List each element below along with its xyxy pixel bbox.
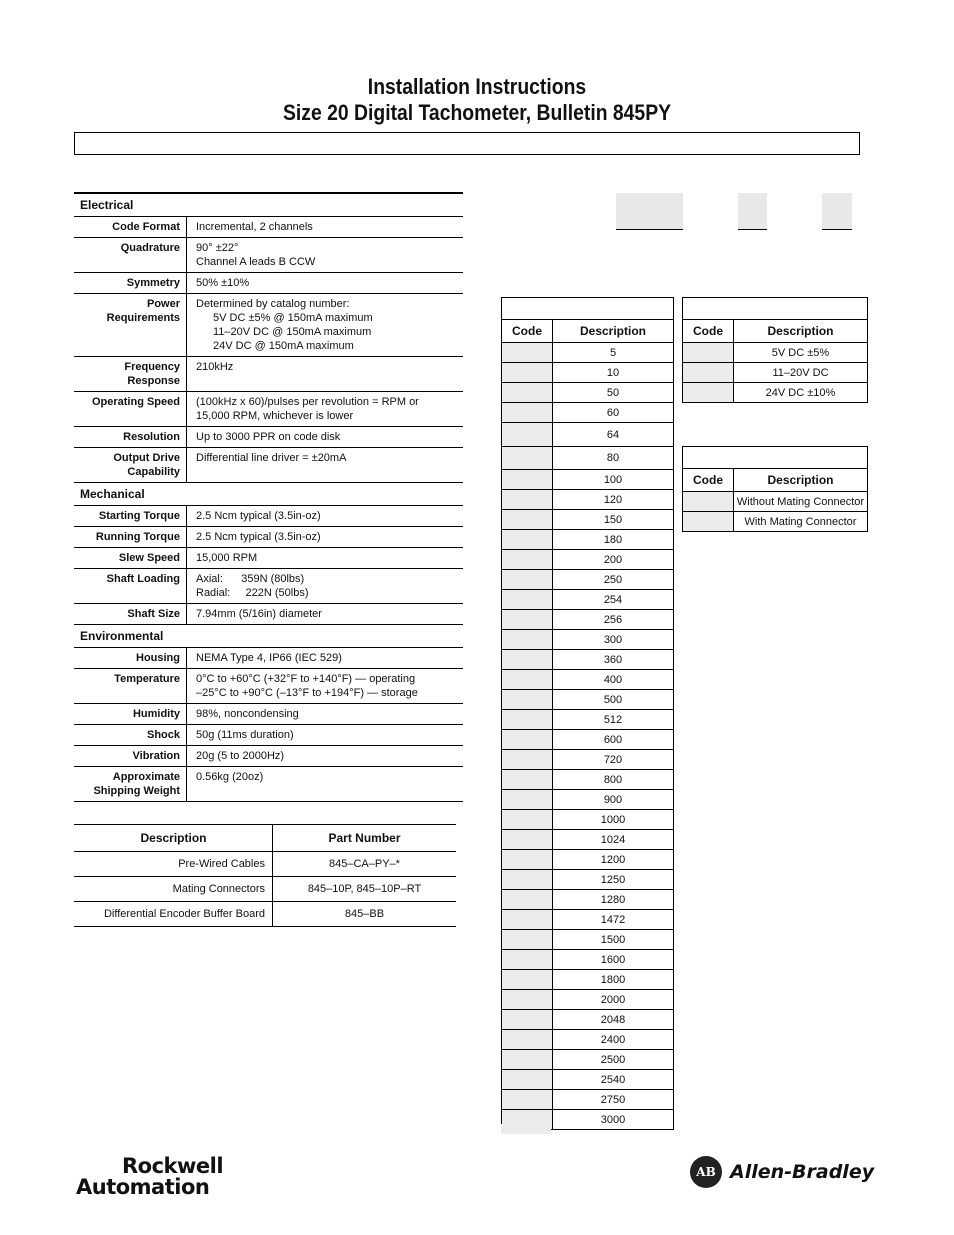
spec-label: [74, 746, 187, 766]
spec-label: [74, 767, 187, 801]
pulses-value: 2048: [600, 1013, 626, 1026]
spec-row: [74, 392, 463, 427]
pulses-value: 120: [603, 493, 623, 506]
pulses-code-cell: [502, 630, 553, 649]
pulses-value: 60: [606, 406, 620, 419]
spec-label-line: Slew Speed: [118, 552, 180, 564]
pulses-value: 256: [603, 613, 623, 626]
connector-table-header: [683, 469, 867, 492]
pulses-code-cell: [502, 1030, 553, 1049]
pulses-value: 1472: [600, 913, 626, 926]
pulses-row: [502, 690, 673, 710]
spec-label-line: Humidity: [132, 708, 180, 720]
pulses-row: [502, 710, 673, 730]
spec-value-line: 210kHz: [196, 361, 234, 373]
spec-row: [74, 548, 463, 569]
pulses-code-cell: [502, 910, 553, 929]
pulses-code-cell: [502, 343, 553, 362]
pulses-row: [502, 1030, 673, 1050]
pulses-value: 360: [603, 653, 623, 666]
voltage-row: [683, 343, 867, 363]
spec-label-line: Approximate: [112, 771, 180, 783]
pulses-row: [502, 930, 673, 950]
pulses-code-cell: [502, 850, 553, 869]
connector-description: With Mating Connector: [744, 515, 857, 528]
spec-label: [74, 294, 187, 356]
pulses-value: 2750: [600, 1093, 626, 1106]
spec-value-line: 15,000 RPM: [196, 552, 258, 564]
pulses-row: [502, 850, 673, 870]
spec-value: [187, 569, 463, 603]
spec-label: [74, 527, 187, 547]
voltage-row: [683, 363, 867, 383]
voltage-table: [682, 297, 868, 403]
spec-label-line: Output Drive: [113, 452, 180, 464]
accessory-part-number: 845–BB: [273, 902, 457, 927]
pulses-value: 400: [603, 673, 623, 686]
pulses-code-cell: [502, 710, 553, 729]
pulses-code-cell: [502, 550, 553, 569]
pulses-code-cell: [502, 570, 553, 589]
spec-value: [187, 238, 463, 272]
rockwell-automation-logo: [76, 1156, 223, 1198]
pulses-code-cell: [502, 930, 553, 949]
spec-label-line: Temperature: [114, 673, 180, 685]
document-title: [57, 74, 897, 126]
spec-value-line: (100kHz x 60)/pulses per revolution = RPM or: [196, 396, 419, 408]
connector-row: [683, 512, 867, 531]
spec-value: [187, 527, 463, 547]
accessory-description: Differential Encoder Buffer Board: [74, 902, 273, 927]
pulses-value: 600: [603, 733, 623, 746]
rockwell-logo-line-1: Rockwell: [122, 1154, 224, 1178]
pulses-value: 250: [603, 573, 623, 586]
pulses-value: 2540: [600, 1073, 626, 1086]
spec-row: [74, 569, 463, 604]
pulses-value: 1200: [600, 853, 626, 866]
pulses-code-cell: [502, 890, 553, 909]
accessories-header-description: Description: [74, 825, 273, 852]
pulses-code-cell: [502, 403, 553, 422]
voltage-header-description: Description: [767, 324, 834, 338]
catalog-number-swatch-2: [738, 193, 767, 230]
spec-row: [74, 217, 463, 238]
pulses-row: [502, 870, 673, 890]
pulses-value: 2500: [600, 1053, 626, 1066]
accessories-row: [74, 852, 456, 877]
spec-label-line: Code Format: [112, 221, 180, 233]
spec-row: [74, 527, 463, 548]
pulses-row: [502, 950, 673, 970]
pulses-code-cell: [502, 770, 553, 789]
pulses-row: [502, 730, 673, 750]
pulses-value: 254: [603, 593, 623, 606]
pulses-value: 1800: [600, 973, 626, 986]
spec-label: [74, 548, 187, 568]
pulses-row: [502, 910, 673, 930]
spec-label: [74, 648, 187, 668]
voltage-header-code: Code: [683, 320, 734, 342]
pulses-row: [502, 990, 673, 1010]
pulses-value: 300: [603, 633, 623, 646]
spec-row: [74, 767, 463, 802]
pulses-row: [502, 770, 673, 790]
spec-row: [74, 238, 463, 273]
spec-value-line: Determined by catalog number:: [196, 298, 350, 310]
pulses-value: 1600: [600, 953, 626, 966]
pulses-row: [502, 1050, 673, 1070]
connector-description: Without Mating Connector: [736, 495, 865, 508]
spec-value: [187, 392, 463, 426]
pulses-code-cell: [502, 590, 553, 609]
pulses-value: 180: [603, 533, 623, 546]
pulses-value: 64: [606, 428, 620, 441]
spec-label: [74, 273, 187, 293]
connector-table: [682, 446, 868, 532]
pulses-value: 50: [606, 386, 620, 399]
pulses-code-cell: [502, 363, 553, 382]
pulses-table-header: [502, 320, 673, 343]
catalog-number-swatch-3: [822, 193, 852, 230]
spec-label: [74, 238, 187, 272]
spec-value-line: Radial: 222N (50lbs): [196, 587, 309, 599]
pulses-header-description: Description: [579, 324, 646, 338]
spec-value: [187, 767, 463, 801]
spec-label-line: Resolution: [123, 431, 180, 443]
pulses-row: [502, 790, 673, 810]
pulses-code-cell: [502, 950, 553, 969]
spec-value-line: Up to 3000 PPR on code disk: [196, 431, 341, 443]
connector-code-cell: [683, 492, 734, 511]
pulses-row: [502, 610, 673, 630]
pulses-code-cell: [502, 830, 553, 849]
pulses-code-cell: [502, 690, 553, 709]
pulses-row: [502, 383, 673, 403]
spec-label: [74, 217, 187, 237]
pulses-code-cell: [502, 970, 553, 989]
spec-label: [74, 569, 187, 603]
spec-value-line: 98%, noncondensing: [196, 708, 299, 720]
spec-value-line: NEMA Type 4, IP66 (IEC 529): [196, 652, 342, 664]
pulses-code-cell: [502, 790, 553, 809]
title-bar-box: [74, 132, 860, 155]
spec-value-line: 2.5 Ncm typical (3.5in-oz): [196, 510, 321, 522]
spec-value: [187, 294, 463, 356]
pulses-row: [502, 423, 673, 447]
spec-value-line: 11–20V DC @ 150mA maximum: [213, 326, 372, 338]
spec-section-heading: Environmental: [74, 625, 463, 648]
pulses-code-cell: [502, 750, 553, 769]
pulses-row: [502, 530, 673, 550]
accessory-part-number: 845–CA–PY–*: [273, 852, 457, 877]
pulses-code-cell: [502, 1090, 553, 1109]
pulses-code-cell: [502, 670, 553, 689]
voltage-description: 5V DC ±5%: [771, 346, 830, 359]
spec-row: [74, 357, 463, 392]
voltage-description: 11–20V DC: [772, 366, 829, 379]
rockwell-logo-line-2: Automation: [76, 1175, 210, 1199]
pulses-row: [502, 403, 673, 423]
pulses-code-cell: [502, 423, 553, 446]
spec-row: [74, 506, 463, 527]
pulses-value: 10: [606, 366, 620, 379]
pulses-code-cell: [502, 383, 553, 402]
pulses-row: [502, 1010, 673, 1030]
pulses-value: 512: [603, 713, 623, 726]
spec-label-line: Housing: [136, 652, 180, 664]
voltage-description: 24V DC ±10%: [765, 386, 836, 399]
pulses-code-cell: [502, 530, 553, 549]
spec-value: [187, 725, 463, 745]
spec-label-line: Starting Torque: [98, 510, 180, 522]
pulses-code-cell: [502, 610, 553, 629]
spec-value-line: –25°C to +90°C (–13°F to +194°F) — storage: [196, 687, 418, 699]
pulses-row: [502, 570, 673, 590]
pulses-code-cell: [502, 1070, 553, 1089]
pulses-row: [502, 650, 673, 670]
pulses-row: [502, 670, 673, 690]
pulses-row: [502, 970, 673, 990]
spec-value-line: 7.94mm (5/16in) diameter: [196, 608, 322, 620]
spec-label: [74, 704, 187, 724]
spec-row: [74, 669, 463, 704]
voltage-code-cell: [683, 383, 734, 402]
spec-value: [187, 273, 463, 293]
pulses-value: 150: [603, 513, 623, 526]
spec-label-line: Frequency: [124, 361, 180, 373]
accessory-description: Pre-Wired Cables: [74, 852, 273, 877]
pulses-code-cell: [502, 490, 553, 509]
connector-row: [683, 492, 867, 512]
spec-label: [74, 427, 187, 447]
spec-value-line: 50g (11ms duration): [196, 729, 294, 741]
title-line-2: Size 20 Digital Tachometer, Bulletin 845PY: [282, 100, 672, 125]
spec-value-line: 24V DC @ 150mA maximum: [213, 340, 354, 352]
spec-row: [74, 273, 463, 294]
pulses-value: 100: [603, 473, 623, 486]
connector-table-title-bar: [683, 447, 867, 469]
pulses-value: 900: [603, 793, 623, 806]
spec-label-line: Running Torque: [95, 531, 180, 543]
pulses-row: [502, 363, 673, 383]
catalog-number-swatch-1: [616, 193, 683, 230]
pulses-value: 1250: [600, 873, 626, 886]
spec-value-line: Axial: 359N (80lbs): [196, 573, 305, 585]
spec-label: [74, 725, 187, 745]
pulses-value: 1500: [600, 933, 626, 946]
pulses-row: [502, 510, 673, 530]
spec-value-line: 15,000 RPM, whichever is lower: [196, 410, 354, 422]
spec-label-line: Symmetry: [126, 277, 180, 289]
spec-value: [187, 704, 463, 724]
spec-label-line: Power: [146, 298, 180, 310]
spec-value: [187, 506, 463, 526]
spec-label-line: Shaft Loading: [106, 573, 180, 585]
spec-row: [74, 604, 463, 625]
pulses-code-cell: [502, 447, 553, 469]
pulses-row: [502, 810, 673, 830]
spec-value: [187, 448, 463, 482]
pulses-header-code: Code: [502, 320, 553, 342]
spec-label-line: Quadrature: [120, 242, 180, 254]
spec-value: [187, 746, 463, 766]
connector-header-description: Description: [767, 473, 834, 487]
pulses-row: [502, 1070, 673, 1090]
pulses-value: 200: [603, 553, 623, 566]
accessories-table: [74, 824, 456, 927]
spec-row: [74, 294, 463, 357]
spec-value: [187, 357, 463, 391]
spec-value: [187, 427, 463, 447]
pulses-value: 5: [609, 346, 617, 359]
pulses-code-cell: [502, 870, 553, 889]
spec-row: [74, 704, 463, 725]
pulses-value: 1024: [600, 833, 626, 846]
pulses-code-cell: [502, 510, 553, 529]
spec-label: [74, 392, 187, 426]
spec-section-heading: Mechanical: [74, 483, 463, 506]
spec-label: [74, 357, 187, 391]
pulses-row: [502, 1090, 673, 1110]
specifications-table: [74, 192, 463, 802]
pulses-code-cell: [502, 470, 553, 489]
spec-label-line: Response: [127, 375, 180, 387]
pulses-row: [502, 890, 673, 910]
pulses-value: 1280: [600, 893, 626, 906]
spec-label-line: Vibration: [132, 750, 180, 762]
spec-label-line: Capability: [127, 466, 180, 478]
pulses-value: 2000: [600, 993, 626, 1006]
spec-row: [74, 725, 463, 746]
pulses-table-stub: [501, 1124, 551, 1134]
spec-label: [74, 604, 187, 624]
accessories-row: [74, 877, 456, 902]
spec-label-line: Operating Speed: [91, 396, 180, 408]
pulses-value: 720: [603, 753, 623, 766]
allen-bradley-logo: [690, 1156, 874, 1188]
pulses-value: 500: [603, 693, 623, 706]
spec-label: [74, 669, 187, 703]
pulses-row: [502, 470, 673, 490]
pulses-code-cell: [502, 810, 553, 829]
spec-value: [187, 648, 463, 668]
pulses-row: [502, 490, 673, 510]
spec-row: [74, 427, 463, 448]
pulses-code-cell: [502, 1010, 553, 1029]
spec-section-heading: Electrical: [74, 194, 463, 217]
accessory-part-number: 845–10P, 845–10P–RT: [273, 877, 457, 902]
voltage-code-cell: [683, 363, 734, 382]
accessories-row: [74, 902, 456, 927]
allen-bradley-wordmark: Allen-Bradley: [730, 1161, 875, 1183]
spec-value-line: Differential line driver = ±20mA: [196, 452, 347, 464]
pulses-value: 80: [606, 452, 620, 464]
pulses-value: 2400: [600, 1033, 626, 1046]
pulses-row: [502, 750, 673, 770]
spec-value-line: 2.5 Ncm typical (3.5in-oz): [196, 531, 321, 543]
spec-value-line: 5V DC ±5% @ 150mA maximum: [213, 312, 373, 324]
spec-value-line: 50% ±10%: [196, 277, 250, 289]
ab-circle-icon: AB: [690, 1156, 722, 1188]
spec-row: [74, 746, 463, 767]
spec-label: [74, 448, 187, 482]
spec-value: [187, 604, 463, 624]
pulses-code-cell: [502, 650, 553, 669]
spec-label-line: Requirements: [106, 312, 180, 324]
pulses-per-revolution-table: [501, 297, 674, 1130]
pulses-code-cell: [502, 990, 553, 1009]
spec-value: [187, 669, 463, 703]
accessories-header-part-number: Part Number: [273, 825, 457, 852]
pulses-row: [502, 830, 673, 850]
connector-code-cell: [683, 512, 734, 531]
voltage-code-cell: [683, 343, 734, 362]
spec-value-line: 0°C to +60°C (+32°F to +140°F) — operating: [196, 673, 416, 685]
spec-label-line: Shipping Weight: [93, 785, 180, 797]
pulses-row: [502, 590, 673, 610]
spec-row: [74, 448, 463, 483]
title-line-1: Installation Instructions: [367, 74, 587, 99]
spec-label: [74, 506, 187, 526]
voltage-table-title-bar: [683, 298, 867, 320]
pulses-row: [502, 630, 673, 650]
connector-header-code: Code: [683, 469, 734, 491]
spec-value: [187, 217, 463, 237]
pulses-code-cell: [502, 730, 553, 749]
spec-value-line: 90° ±22°: [196, 242, 239, 254]
pulses-row: [502, 550, 673, 570]
spec-value: [187, 548, 463, 568]
spec-row: [74, 648, 463, 669]
accessory-description: Mating Connectors: [74, 877, 273, 902]
pulses-code-cell: [502, 1050, 553, 1069]
spec-value-line: Incremental, 2 channels: [196, 221, 313, 233]
spec-label-line: Shaft Size: [127, 608, 180, 620]
voltage-row: [683, 383, 867, 402]
voltage-table-header: [683, 320, 867, 343]
pulses-value: 800: [603, 773, 623, 786]
spec-value-line: 20g (5 to 2000Hz): [196, 750, 285, 762]
pulses-value: 3000: [600, 1113, 626, 1126]
pulses-value: 1000: [600, 813, 626, 826]
spec-value-line: Channel A leads B CCW: [196, 256, 316, 268]
spec-value-line: 0.56kg (20oz): [196, 771, 264, 783]
pulses-row: [502, 447, 673, 470]
spec-label-line: Shock: [146, 729, 180, 741]
pulses-row: [502, 343, 673, 363]
pulses-table-title-bar: [502, 298, 673, 320]
